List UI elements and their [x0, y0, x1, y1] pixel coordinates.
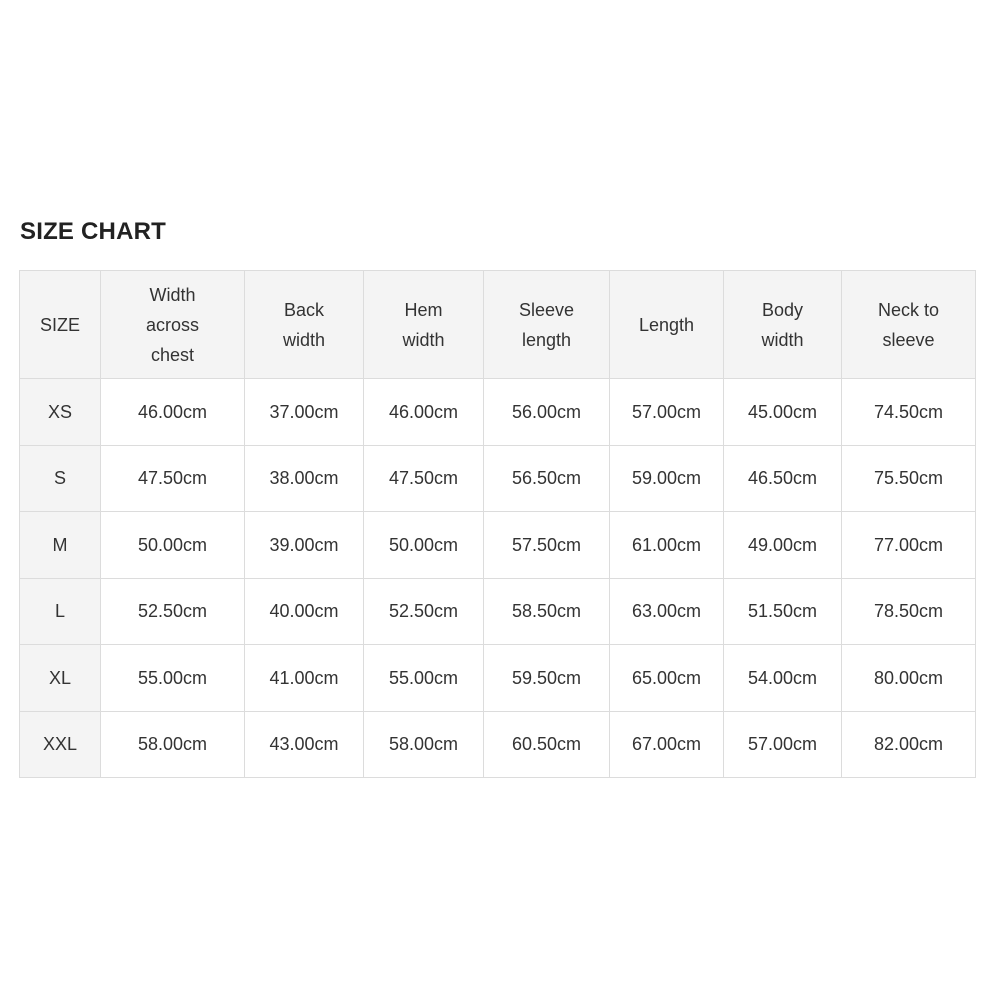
- table-cell: 55.00cm: [101, 645, 245, 712]
- table-cell: 63.00cm: [610, 578, 724, 645]
- table-cell: 58.50cm: [484, 578, 610, 645]
- page-title: SIZE CHART: [20, 218, 166, 245]
- table-row: [20, 578, 976, 645]
- table-cell: 58.00cm: [101, 711, 245, 778]
- table-cell: 50.00cm: [364, 512, 484, 579]
- table-cell: 52.50cm: [101, 578, 245, 645]
- table-cell: 59.00cm: [610, 445, 724, 512]
- header-size: SIZE: [20, 271, 101, 379]
- table-cell: 57.00cm: [610, 379, 724, 446]
- size-label-cell: L: [20, 578, 101, 645]
- table-cell: 80.00cm: [842, 645, 976, 712]
- table-row: [20, 379, 976, 446]
- table-cell: 56.00cm: [484, 379, 610, 446]
- table-cell: 78.50cm: [842, 578, 976, 645]
- table-cell: 77.00cm: [842, 512, 976, 579]
- header-body-width: Body width: [724, 271, 842, 379]
- table-cell: 52.50cm: [364, 578, 484, 645]
- table-cell: 46.00cm: [364, 379, 484, 446]
- table-cell: 74.50cm: [842, 379, 976, 446]
- table-cell: 75.50cm: [842, 445, 976, 512]
- table-cell: 57.00cm: [724, 711, 842, 778]
- table-row: [20, 711, 976, 778]
- table-cell: 45.00cm: [724, 379, 842, 446]
- table-cell: 39.00cm: [245, 512, 364, 579]
- header-back-width: Back width: [245, 271, 364, 379]
- table-cell: 38.00cm: [245, 445, 364, 512]
- table-cell: 46.50cm: [724, 445, 842, 512]
- table-cell: 59.50cm: [484, 645, 610, 712]
- table-cell: 58.00cm: [364, 711, 484, 778]
- size-label-cell: XXL: [20, 711, 101, 778]
- table-cell: 61.00cm: [610, 512, 724, 579]
- table-cell: 60.50cm: [484, 711, 610, 778]
- table-cell: 40.00cm: [245, 578, 364, 645]
- table-cell: 50.00cm: [101, 512, 245, 579]
- table-cell: 51.50cm: [724, 578, 842, 645]
- header-row: [20, 271, 976, 379]
- header-width-across-chest: Width across chest: [101, 271, 245, 379]
- header-hem-width: Hem width: [364, 271, 484, 379]
- table-cell: 47.50cm: [364, 445, 484, 512]
- size-label-cell: S: [20, 445, 101, 512]
- table-cell: 37.00cm: [245, 379, 364, 446]
- size-label-cell: M: [20, 512, 101, 579]
- table-cell: 82.00cm: [842, 711, 976, 778]
- table-row: [20, 445, 976, 512]
- table-cell: 67.00cm: [610, 711, 724, 778]
- size-label-cell: XS: [20, 379, 101, 446]
- table-cell: 43.00cm: [245, 711, 364, 778]
- table-cell: 65.00cm: [610, 645, 724, 712]
- header-sleeve-length: Sleeve length: [484, 271, 610, 379]
- table-row: [20, 645, 976, 712]
- table-cell: 41.00cm: [245, 645, 364, 712]
- table-row: [20, 512, 976, 579]
- table-cell: 55.00cm: [364, 645, 484, 712]
- table-cell: 54.00cm: [724, 645, 842, 712]
- table-cell: 49.00cm: [724, 512, 842, 579]
- table-cell: 47.50cm: [101, 445, 245, 512]
- size-chart-table: [19, 270, 976, 778]
- header-length: Length: [610, 271, 724, 379]
- table-cell: 56.50cm: [484, 445, 610, 512]
- table-cell: 46.00cm: [101, 379, 245, 446]
- size-label-cell: XL: [20, 645, 101, 712]
- table-cell: 57.50cm: [484, 512, 610, 579]
- header-neck-to-sleeve: Neck to sleeve: [842, 271, 976, 379]
